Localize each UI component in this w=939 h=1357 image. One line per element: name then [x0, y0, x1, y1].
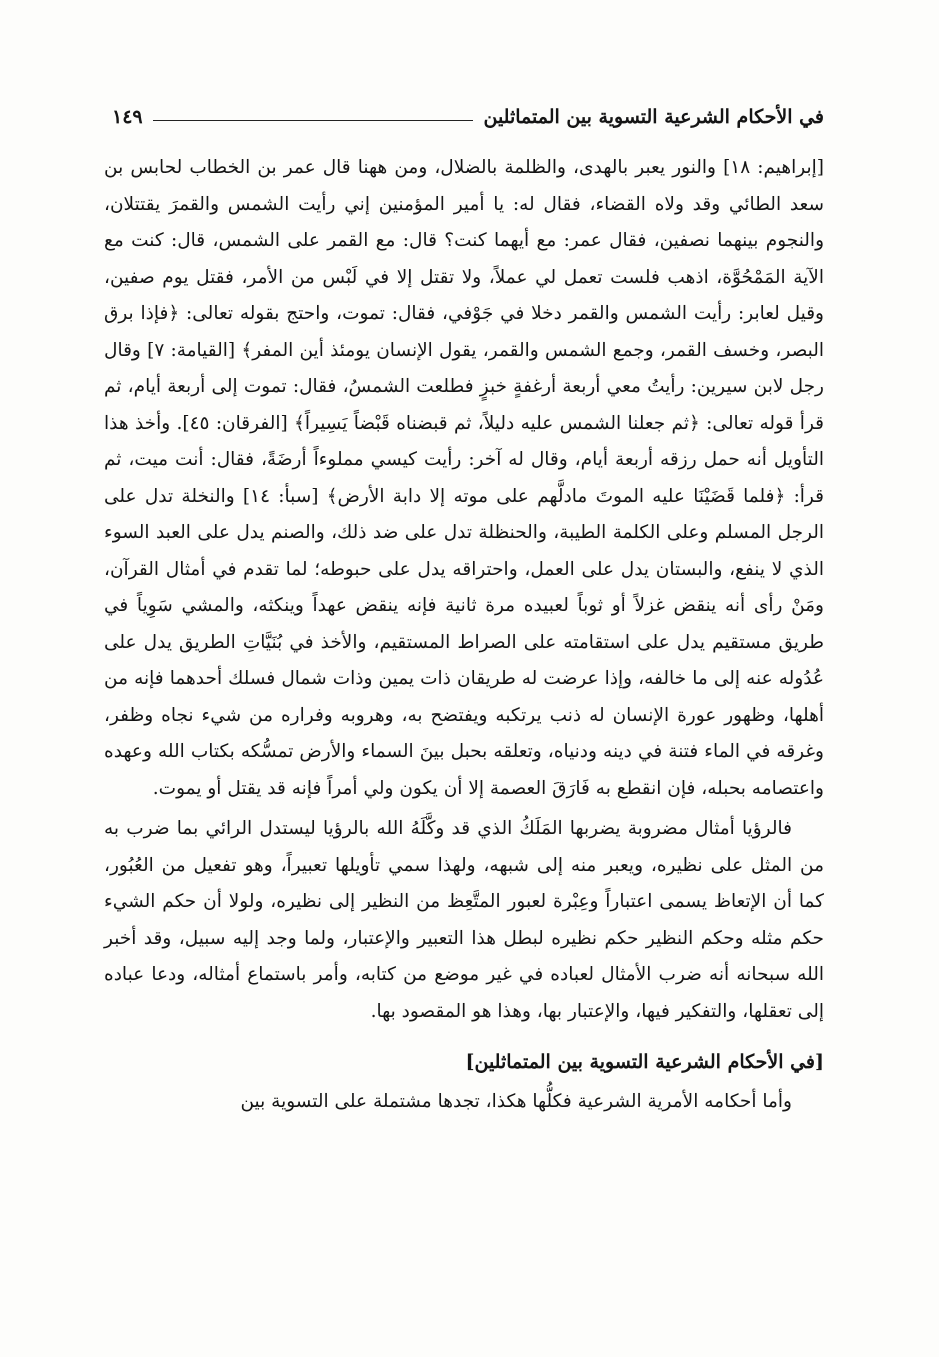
body-text [104, 150, 824, 1121]
running-header [112, 97, 824, 137]
paragraph-1: [إبراهيم: ١٨] والنور يعبر بالهدى، والظلمة بالضلال، ومن ههنا قال عمر بن الخطاب لحابس بن سعد الطائي وقد ولاه القضاء، فقال له: يا أمير المؤمنين إني رأيت الشمس والقمرَ يقتتلان، والنجوم بينهما نصفين، فقال عمر: مع أيهما كنت؟ قال: مع القمر على الشمس، قال: كنت مع الآية المَمْحُوَّة، اذهب فلست تعمل لي عملاً، ولا تقتل إلا في لَبْس من الأمر، فقتل يوم صفين، وقيل لعابر: رأيت الشمس والقمر دخلا في جَوْفي، فقال: تموت، واحتج بقوله تعالى: ﴿فإذا برق البصر، وخسف القمر، وجمع الشمس والقمر، يقول الإنسان يومئذ أين المفر﴾ [القيامة: ٧] وقال رجل لابن سيرين: رأيتُ معي أربعة أرغفةٍ خبزٍ فطلعت الشمسُ، فقال: تموت إلى أربعة أيام، ثم قرأ قوله تعالى: ﴿ثم جعلنا الشمس عليه دليلاً، ثم قبضناه قَبْضاً يَسِيراً﴾ [الفرقان: ٤٥]. وأخذ هذا التأويل أنه حمل رزقه أربعة أيام، وقال له آخر: رأيت كيسي مملوءاً أرضَةً، فقال: أنت ميت، ثم قرأ: ﴿فلما قَضَيْنَا عليه الموتَ مادلَّهم على موته إلا دابة الأرض﴾ [سبأ: ١٤] والنخلة تدل على الرجل المسلم وعلى الكلمة الطيبة، والحنظلة تدل على ضد ذلك، والصنم يدل على العبد السوء الذي لا ينفع، والبستان يدل على العمل، واحتراقه يدل على حبوطه؛ لما تقدم في أمثال القرآن، ومَنْ رأى أنه ينقض غزلاً أو ثوباً لعبيده مرة ثانية فإنه ينقض عهداً وينكثه، والمشي سَوِياً في طريق مستقيم يدل على استقامته على الصراط المستقيم، والأخذ في بُنَيَّاتِ الطريق يدل على عُدُوله عنه إلى ما خالفه، وإذا عرضت له طريقان ذات يمين وذات شمال فسلك أحدهما فإنه من أهلها، وظهور عورة الإنسان له ذنب يرتكبه ويفتضح به، وهروبه وفراره من شيء نجاه وظفر، وغرقه في الماء فتنة في دينه ودنياه، وتعلقه بحبل بينَ السماء والأرض تمسُّكه بكتاب الله وعهده واعتصامه بحبله، فإن انقطع به فَارَقَ العصمة إلا أن يكون ولي أمراً فإنه قد يقتل أو يموت. [104, 157, 824, 799]
paragraph-2: فالرؤيا أمثال مضروبة يضربها المَلَكُ الذي قد وكَّلَهُ الله بالرؤيا ليستدل الرائي بما ضرب به من المثل على نظيره، ويعبر منه إلى شبهه، ولهذا سمي تأويلها تعبيراً، وهو تفعيل من العُبُور، كما أن الإتعاظ يسمى اعتباراً وعِبْرة لعبور المتَّعِظ من النظير إلى نظيره، ولولا أن حكم الشيء حكم مثله وحكم النظير حكم نظيره لبطل هذا التعبير والإعتبار، ولما وجد إليه سبيل، وقد أخبر الله سبحانه أنه ضرب الأمثال لعباده في غير موضع من كتابه، وأمر باستماع أمثاله، ودعا عباده إلى تعقلها، والتفكير فيها، والإعتبار بها، وهذا هو المقصود بها. [104, 818, 824, 1022]
header-rule [153, 120, 474, 121]
paragraph-3: وأما أحكامه الأمرية الشرعية فكلُّها هكذا، تجدها مشتملة على التسوية بين [240, 1091, 792, 1112]
header-title: في الأحكام الشرعية التسوية بين المتماثلين [483, 106, 824, 128]
page-number: ١٤٩ [112, 106, 143, 128]
section-heading: [في الأحكام الشرعية التسوية بين المتماثلين] [465, 1051, 824, 1073]
